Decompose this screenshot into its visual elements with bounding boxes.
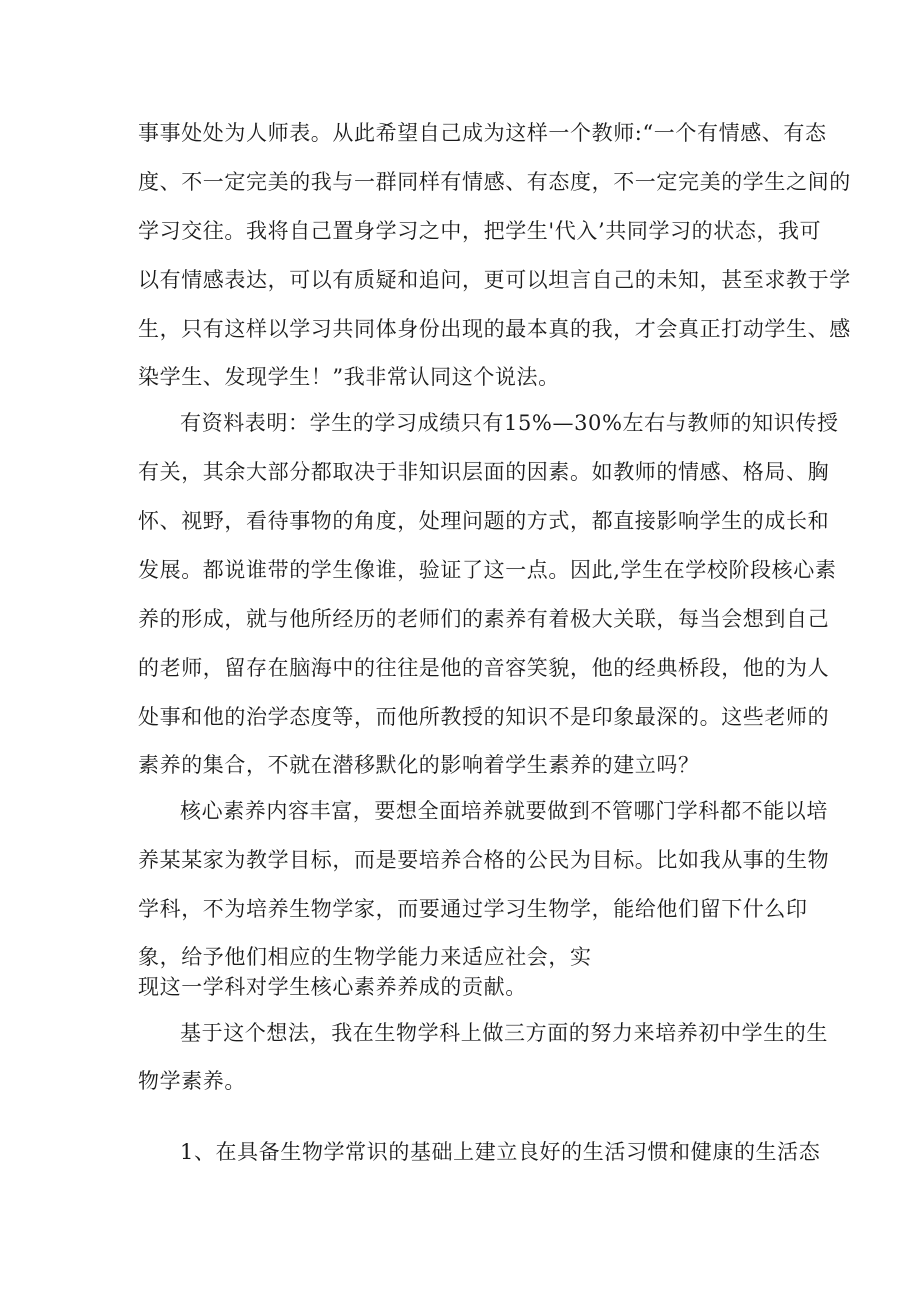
p2-line-7: 处事和他的治学态度等，而他所教授的知识不是印象最深的。这些老师的 (138, 705, 830, 729)
p1-line-6: 染学生、发现学生！”我非常认同这个说法。 (138, 365, 560, 389)
p4-line-2: 物学素养。 (138, 1069, 246, 1093)
p4-line-1: 基于这个想法，我在生物学科上做三方面的努力来培养初中学生的生 (180, 1021, 828, 1045)
p1-line-5: 生，只有这样以学习共同体身份出现的最本真的我，才会真正打动学生、感 (138, 317, 851, 341)
p2-line-1: 有资料表明：学生的学习成绩只有15%—30%左右与教师的知识传授 (180, 411, 839, 435)
p3-line-2: 养某某家为教学目标，而是要培养合格的公民为目标。比如我从事的生物 (138, 848, 830, 872)
p2-line-4: 发展。都说谁带的学生像谁，验证了这一点。因此,学生在学校阶段核心素 (138, 558, 837, 582)
p3-line-5: 现这一学科对学生核心素养养成的贡献。 (138, 975, 527, 999)
p1-line-3: 学习交往。我将自己置身学习之中，把学生'代入’共同学习的状态，我可 (138, 219, 822, 243)
p1-line-4: 以有情感表达，可以有质疑和追问，更可以坦言自己的未知，甚至求教于学 (138, 268, 851, 292)
p2-line-3: 怀、视野，看待事物的角度，处理问题的方式，都直接影响学生的成长和 (138, 509, 830, 533)
p5-line-1: 1、在具备生物学常识的基础上建立良好的生活习惯和健康的生活态 (180, 1140, 821, 1164)
p2-line-8: 素养的集合，不就在潜移默化的影响着学生素养的建立吗？ (138, 753, 700, 777)
p2-line-2: 有关，其余大部分都取决于非知识层面的因素。如教师的情感、格局、胸 (138, 460, 830, 484)
p3-line-4: 象，给予他们相应的生物学能力来适应社会，实 (138, 945, 592, 969)
p2-line-6: 的老师，留存在脑海中的往往是他的音容笑貌，他的经典桥段，他的为人 (138, 656, 830, 680)
p3-line-1: 核心素养内容丰富，要想全面培养就要做到不管哪门学科都不能以培 (180, 799, 828, 823)
p2-line-5: 养的形成，就与他所经历的老师们的素养有着极大关联，每当会想到自己 (138, 607, 830, 631)
p3-line-3: 学科，不为培养生物学家，而要通过学习生物学，能给他们留下什么印 (138, 897, 808, 921)
p1-line-2: 度、不一定完美的我与一群同样有情感、有态度，不一定完美的学生之间的 (138, 170, 851, 194)
p1-line-1: 事事处处为人师表。从此希望自己成为这样一个教师:“一个有情感、有态 (138, 121, 827, 145)
